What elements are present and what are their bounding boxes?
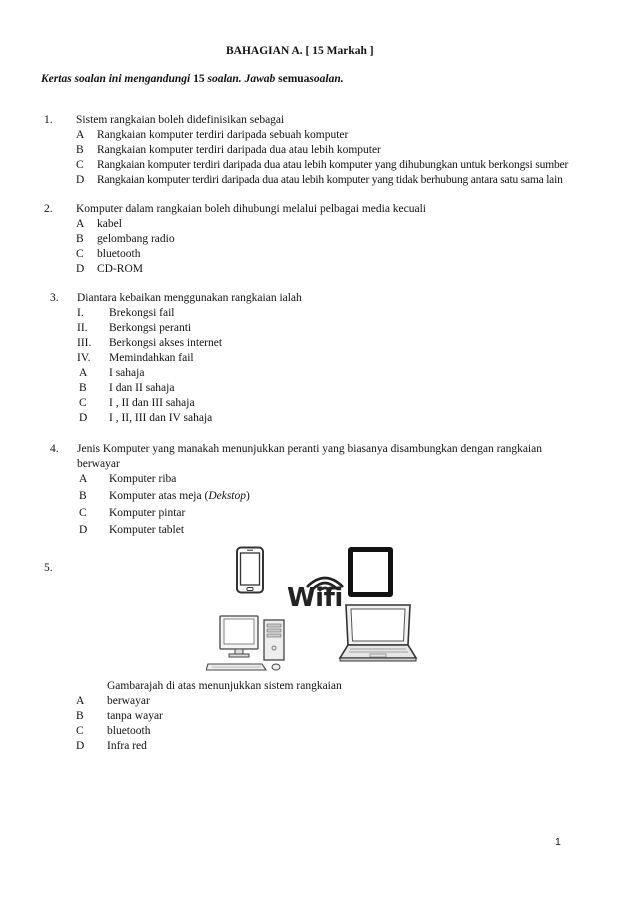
question-text-line1: Jenis Komputer yang manakah menunjukkan peranti yang biasanya disambungkan dengan rangkaian: [77, 443, 542, 455]
question-number: 4.: [50, 443, 59, 455]
question-number: 1.: [44, 114, 53, 126]
option-text: bluetooth: [97, 248, 141, 260]
question-text: Komputer dalam rangkaian boleh dihubungi melalui pelbagai media kecuali: [76, 203, 426, 215]
instruction-part3: Jawab: [244, 73, 276, 85]
option-text: Rangkaian komputer terdiri daripada dua atau lebih komputer yang tidak berhubung antara satu sama lain: [97, 174, 563, 186]
statement-text: Berkongsi peranti: [109, 322, 192, 334]
instruction-count: 15: [193, 73, 205, 85]
option-text: I , II, III dan IV sahaja: [109, 412, 213, 424]
option-letter: A: [76, 695, 85, 707]
option-text: Komputer tablet: [109, 524, 185, 536]
option-letter: C: [79, 397, 87, 409]
option-letter: A: [76, 218, 85, 230]
section-title: BAHAGIAN A. [ 15 Markah ]: [226, 45, 374, 57]
instruction-semua: semua: [278, 73, 310, 85]
statement-text: Brekongsi fail: [109, 307, 175, 319]
question-text: Sistem rangkaian boleh didefinisikan sebagai: [76, 114, 285, 126]
desktop-computer-icon: [206, 614, 296, 672]
question-text: Gambarajah di atas menunjukkan sistem rangkaian: [107, 680, 342, 692]
tablet-icon: [347, 546, 394, 598]
option-letter: C: [76, 248, 84, 260]
option-letter: D: [79, 412, 88, 424]
question-number: 5.: [44, 562, 53, 574]
option-letter: C: [76, 159, 84, 171]
laptop-icon: [336, 603, 418, 663]
option-text: gelombang radio: [97, 233, 175, 245]
option-text: Komputer pintar: [109, 507, 186, 519]
option-letter: C: [79, 507, 87, 519]
option-text: [109, 490, 250, 502]
instructions: [41, 73, 344, 85]
question-text: Diantara kebaikan menggunakan rangkaian ialah: [77, 292, 302, 304]
option-text: I sahaja: [109, 367, 145, 379]
option-letter: A: [76, 129, 85, 141]
question-number: 3.: [50, 292, 59, 304]
statement-text: Berkongsi akses internet: [109, 337, 223, 349]
option-text: berwayar: [107, 695, 150, 707]
option-text-after: ): [246, 490, 250, 502]
wifi-label: Wifi: [287, 583, 343, 613]
statement-roman: IV.: [77, 352, 91, 364]
wifi-icon: [303, 573, 347, 593]
option-letter: B: [76, 710, 84, 722]
option-text: Rangkaian komputer terdiri daripada sebuah komputer: [97, 129, 349, 141]
instruction-part2: soalan.: [207, 73, 242, 85]
option-text: tanpa wayar: [107, 710, 163, 722]
option-text: CD-ROM: [97, 263, 144, 275]
statement-roman: III.: [77, 337, 92, 349]
question-number: 2.: [44, 203, 53, 215]
option-letter: B: [76, 144, 84, 156]
option-letter: A: [79, 367, 88, 379]
option-text: kabel: [97, 218, 122, 230]
statement-roman: I.: [77, 307, 84, 319]
page-number: 1: [555, 836, 561, 848]
instruction-part4: soalan.: [309, 73, 344, 85]
option-letter: B: [79, 490, 87, 502]
option-text-italic: Dekstop: [208, 490, 246, 502]
option-letter: D: [76, 263, 85, 275]
option-text: I , II dan III sahaja: [109, 397, 195, 409]
option-letter: B: [76, 233, 84, 245]
smartphone-icon: [235, 546, 265, 594]
statement-text: Memindahkan fail: [109, 352, 194, 364]
option-letter: D: [79, 524, 88, 536]
option-text: Infra red: [107, 740, 147, 752]
option-text: bluetooth: [107, 725, 151, 737]
option-text: Rangkaian komputer terdiri daripada dua atau lebih komputer yang dihubungkan untuk berkongsi sumber: [97, 159, 569, 171]
option-letter: D: [76, 740, 85, 752]
option-letter: D: [76, 174, 85, 186]
instruction-part1: Kertas soalan ini mengandungi: [41, 73, 191, 85]
question-text-line2: berwayar: [77, 458, 120, 470]
statement-roman: II.: [77, 322, 88, 334]
option-text-main: Komputer atas meja (: [109, 490, 209, 502]
option-text: Rangkaian komputer terdiri daripada dua atau lebih komputer: [97, 144, 381, 156]
option-letter: B: [79, 382, 87, 394]
option-letter: C: [76, 725, 84, 737]
option-text: Komputer riba: [109, 473, 177, 485]
option-text: I dan II sahaja: [109, 382, 175, 394]
option-letter: A: [79, 473, 88, 485]
